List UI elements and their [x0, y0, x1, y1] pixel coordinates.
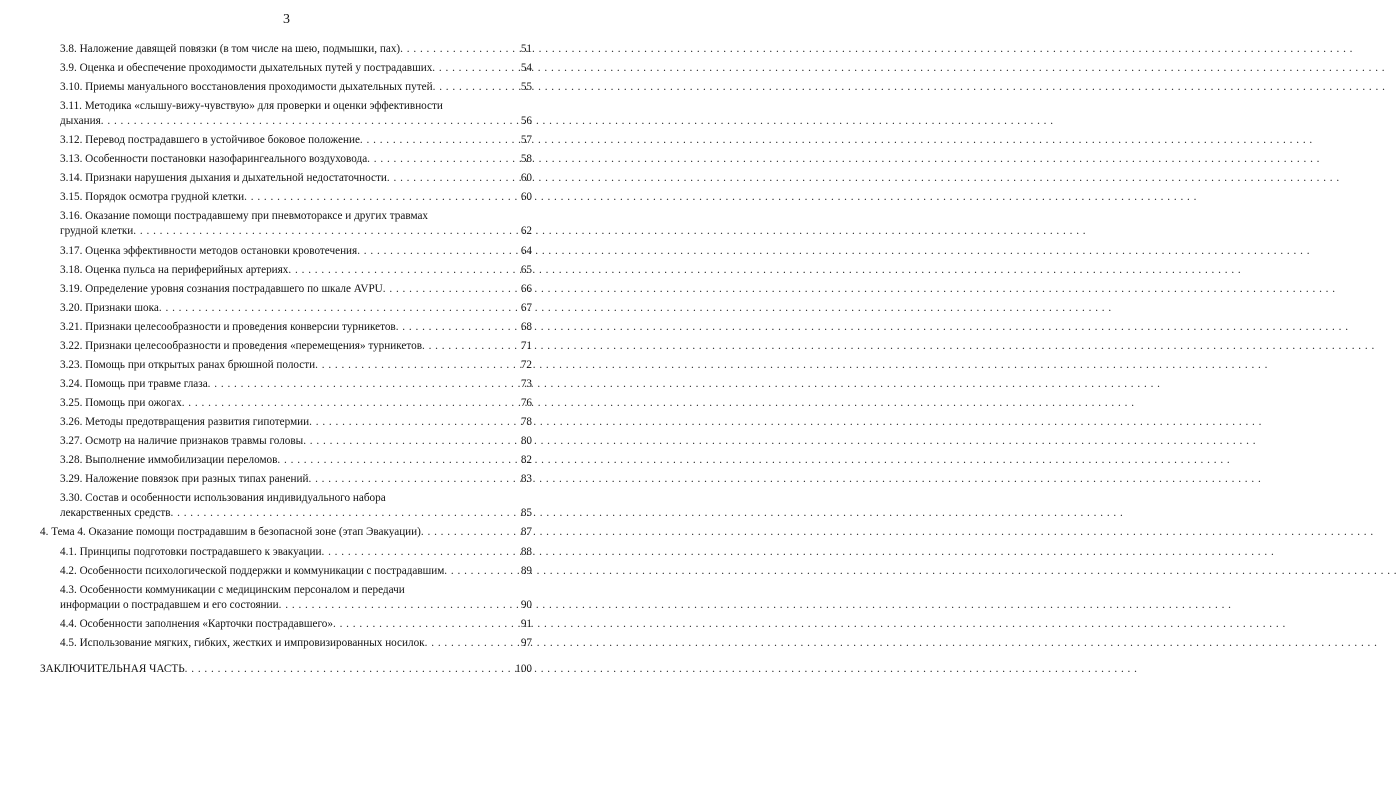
toc-entry-page: 90	[520, 599, 532, 611]
toc-entry	[60, 583, 532, 613]
dot-leader	[308, 472, 518, 487]
toc-entry-page: 88	[520, 546, 532, 558]
toc-entry-page: 83	[520, 473, 532, 485]
toc-entry	[60, 209, 532, 239]
toc-entry-title: 3.8. Наложение давящей повязки (в том числе на шею, подмышки, пах)	[60, 43, 401, 55]
toc-entry	[40, 525, 532, 540]
toc-entry-title: 4.1. Принципы подготовки пострадавшего к эвакуации	[60, 546, 322, 558]
toc-entry-title: 3.9. Оценка и обеспечение проходимости дыхательных путей у пострадавших	[60, 62, 433, 74]
toc-entry-page: 82	[520, 454, 532, 466]
dot-leader	[244, 190, 519, 205]
toc-entry	[60, 244, 532, 259]
toc-entry-title-line1: 3.16. Оказание помощи пострадавшему при пневмотораксе и других травмах	[60, 210, 429, 222]
dot-leader	[400, 42, 519, 57]
toc-entry-page: 60	[520, 172, 532, 184]
toc-entry-page: 57	[520, 134, 532, 146]
toc-entry-title: 3.29. Наложение повязок при разных типах ранений	[60, 473, 309, 485]
toc-entry	[60, 617, 532, 632]
toc-entry	[60, 453, 532, 468]
dot-leader	[208, 377, 519, 392]
dot-leader	[421, 525, 519, 540]
toc-entry	[60, 358, 532, 373]
toc-entry-title: 3.17. Оценка эффективности методов остановки кровотечения	[60, 245, 358, 257]
toc-entry-page: 100	[515, 663, 532, 675]
toc-entry	[40, 662, 532, 677]
toc-entry	[60, 171, 532, 186]
toc-entry-title: 3.22. Признаки целесообразности и проведения «перемещения» турникетов	[60, 340, 422, 352]
toc-entry	[60, 80, 532, 95]
toc-entry	[60, 301, 532, 316]
dot-leader	[422, 339, 519, 354]
toc-entry-page: 56	[520, 115, 532, 127]
toc-entry	[60, 339, 532, 354]
toc-entry	[60, 263, 532, 278]
toc-entry-page: 67	[520, 302, 532, 314]
toc-entry-page: 89	[520, 565, 532, 577]
toc-entry	[60, 320, 532, 335]
toc-entry	[60, 636, 532, 651]
toc-entry-title: информации о пострадавшем и его состоянии	[60, 599, 279, 611]
dot-leader	[387, 171, 519, 186]
toc-entry	[60, 396, 532, 411]
dot-leader	[182, 396, 519, 411]
toc-entry-page: 71	[520, 340, 532, 352]
toc-entry-title: 4.4. Особенности заполнения «Карточки пострадавшего»	[60, 618, 333, 630]
toc-entry-title: 3.20. Признаки шока	[60, 302, 159, 314]
toc-entry-page: 97	[520, 637, 532, 649]
toc-entry-page: 80	[520, 435, 532, 447]
toc-entry-page: 54	[520, 62, 532, 74]
toc-entry-title: 3.19. Определение уровня сознания пострадавшего по шкале AVPU	[60, 283, 383, 295]
toc-entry-page: 60	[520, 191, 532, 203]
toc-entry-title-line1: 3.11. Методика «слышу-вижу-чувствую» для проверки и оценки эффективности	[60, 100, 443, 112]
toc-entry-title: 3.12. Перевод пострадавшего в устойчивое боковое положение	[60, 134, 360, 146]
toc-entry-page: 65	[520, 264, 532, 276]
dot-leader	[315, 358, 519, 373]
toc-entry-title: 3.23. Помощь при открытых ранах брюшной полости	[60, 359, 316, 371]
toc-entry	[60, 42, 532, 57]
toc-entry-page: 78	[520, 416, 532, 428]
toc-entry	[60, 434, 532, 449]
dot-leader	[133, 224, 519, 239]
toc-entry-page: 87	[520, 526, 532, 538]
toc-entry	[60, 545, 532, 560]
toc-entry-title: 3.28. Выполнение иммобилизации переломов	[60, 454, 278, 466]
toc-entry-title: 4.2. Особенности психологической поддержки и коммуникации с пострадавшим	[60, 565, 445, 577]
toc-entry	[60, 282, 532, 297]
toc-entry-title: дыхания	[60, 115, 101, 127]
toc-entry	[60, 415, 532, 430]
dot-leader	[432, 61, 519, 76]
toc-entry-page: 68	[520, 321, 532, 333]
toc-entry-page: 76	[520, 397, 532, 409]
toc-entry-title: 3.14. Признаки нарушения дыхания и дыхательной недостаточности	[60, 172, 387, 184]
toc-entry	[60, 99, 532, 129]
toc-entry-page: 51	[520, 43, 532, 55]
dot-leader	[433, 80, 519, 95]
toc-entry-page: 72	[520, 359, 532, 371]
toc-entry-page: 58	[520, 153, 532, 165]
dot-leader	[396, 320, 519, 335]
dot-leader	[333, 617, 519, 632]
dot-leader	[159, 301, 519, 316]
toc-entry-title-line1: 3.30. Состав и особенности использования индивидуального набора	[60, 492, 386, 504]
toc-entry	[60, 133, 532, 148]
toc-entry-title: 3.15. Порядок осмотра грудной клетки	[60, 191, 245, 203]
toc-entry	[60, 564, 532, 579]
toc-entry	[60, 61, 532, 76]
toc-entry-title-line1: 4.3. Особенности коммуникации с медицинским персоналом и передачи	[60, 584, 405, 596]
toc-entry	[60, 152, 532, 167]
toc-entry-title: 3.24. Помощь при травме глаза	[60, 378, 208, 390]
toc-entry-page: 62	[520, 225, 532, 237]
toc-entry-page: 64	[520, 245, 532, 257]
dot-leader	[309, 415, 519, 430]
toc-entry-page: 85	[520, 507, 532, 519]
toc-entry-title: 3.18. Оценка пульса на периферийных артериях	[60, 264, 289, 276]
dot-leader	[321, 545, 518, 560]
toc-entry-title: лекарственных средств	[60, 507, 171, 519]
toc-entry	[60, 190, 532, 205]
dot-leader	[303, 434, 519, 449]
toc-entry-title: 4.5. Использование мягких, гибких, жестких и импровизированных носилок	[60, 637, 425, 649]
dot-leader	[444, 564, 519, 579]
page-number: 3	[283, 12, 290, 27]
toc-entry-title: 3.21. Признаки целесообразности и проведения конверсии турникетов	[60, 321, 396, 333]
toc-entry-title: 3.26. Методы предотвращения развития гипотермии	[60, 416, 310, 428]
dot-leader	[101, 114, 519, 129]
toc-entry-page: 55	[520, 81, 532, 93]
toc-entry-title: 3.25. Помощь при ожогах	[60, 397, 182, 409]
dot-leader	[357, 244, 519, 259]
toc-entry-page: 66	[520, 283, 532, 295]
toc-entry-title: грудной клетки	[60, 225, 134, 237]
toc-entry-page: 73	[520, 378, 532, 390]
dot-leader	[383, 282, 519, 297]
dot-leader	[277, 453, 518, 468]
toc-entry-page: 91	[520, 618, 532, 630]
toc-entry-title: 3.27. Осмотр на наличие признаков травмы головы	[60, 435, 304, 447]
dot-leader	[360, 133, 519, 148]
dot-leader	[279, 598, 519, 613]
toc-entry	[60, 472, 532, 487]
dot-leader	[185, 662, 514, 677]
toc-entry	[60, 491, 532, 521]
toc-entry-title: ЗАКЛЮЧИТЕЛЬНАЯ ЧАСТЬ	[40, 663, 185, 675]
dot-leader	[171, 506, 519, 521]
dot-leader	[288, 263, 518, 278]
toc-entry-title: 4. Тема 4. Оказание помощи пострадавшим в безопасной зоне (этап Эвакуации)	[40, 526, 421, 538]
toc-entry-title: 3.13. Особенности постановки назофарингеального воздуховода	[60, 153, 368, 165]
toc-entry-title: 3.10. Приемы мануального восстановления проходимости дыхательных путей	[60, 81, 433, 93]
dot-leader	[367, 152, 519, 167]
dot-leader	[425, 636, 519, 651]
toc-entry	[60, 377, 532, 392]
